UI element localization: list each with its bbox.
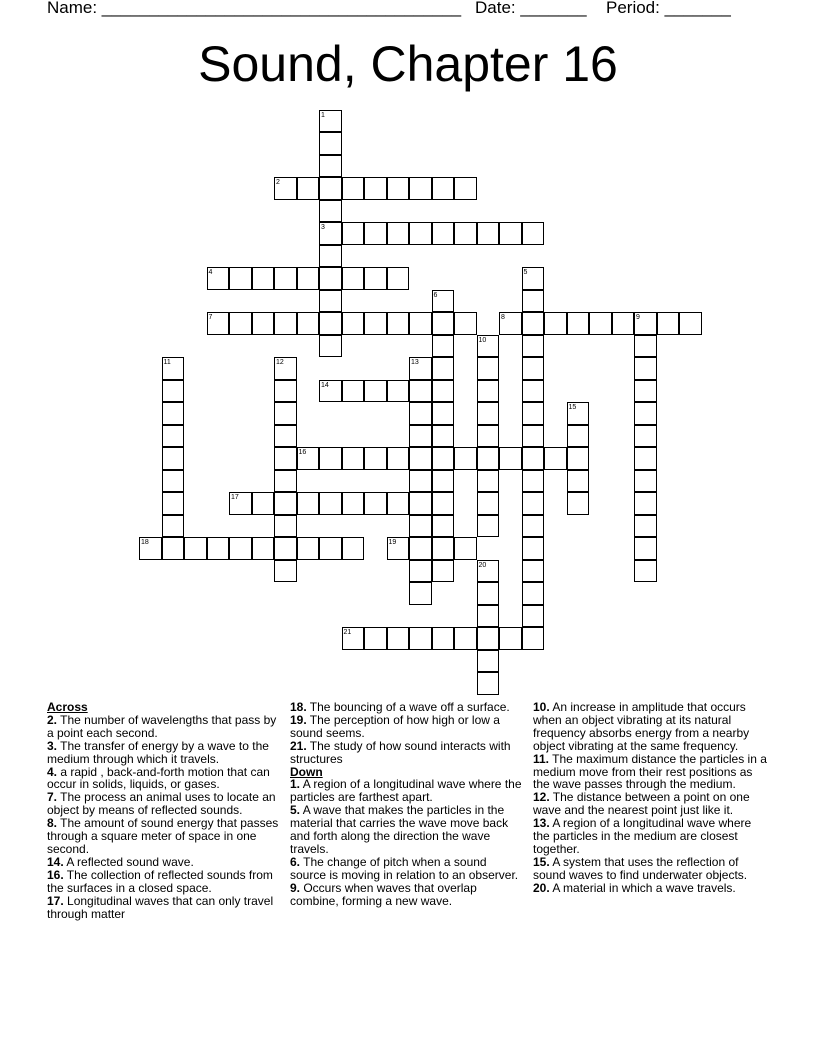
crossword-cell[interactable]	[432, 627, 455, 650]
crossword-cell[interactable]	[409, 537, 432, 560]
crossword-cell[interactable]	[454, 537, 477, 560]
crossword-cell[interactable]	[477, 560, 500, 583]
crossword-cell[interactable]	[207, 312, 230, 335]
crossword-cell[interactable]	[522, 537, 545, 560]
crossword-cell[interactable]	[634, 515, 657, 538]
clue-number: 3	[321, 224, 325, 231]
crossword-cell[interactable]	[454, 447, 477, 470]
crossword-cell[interactable]	[544, 312, 567, 335]
clue-number: 12	[276, 359, 284, 366]
crossword-cell[interactable]	[319, 380, 342, 403]
crossword-cell[interactable]	[387, 267, 410, 290]
crossword-cell[interactable]	[297, 177, 320, 200]
crossword-cell[interactable]	[229, 312, 252, 335]
crossword-cell[interactable]	[409, 447, 432, 470]
crossword-cell[interactable]	[342, 380, 365, 403]
crossword-cell[interactable]	[522, 447, 545, 470]
crossword-cell[interactable]	[364, 267, 387, 290]
across-clue: 8. The amount of sound energy that passes through a square meter of space in one second.	[47, 816, 279, 856]
crossword-cell[interactable]	[477, 672, 500, 695]
crossword-cell[interactable]	[477, 627, 500, 650]
crossword-cell[interactable]	[387, 312, 410, 335]
crossword-cell[interactable]	[634, 312, 657, 335]
crossword-cell[interactable]	[252, 492, 275, 515]
clue-number: 9	[636, 314, 640, 321]
crossword-cell[interactable]	[342, 177, 365, 200]
crossword-cell[interactable]	[567, 402, 590, 425]
crossword-cell[interactable]	[274, 267, 297, 290]
crossword-cell[interactable]	[162, 402, 185, 425]
crossword-cell[interactable]	[454, 222, 477, 245]
crossword-cell[interactable]	[387, 177, 410, 200]
crossword-cell[interactable]	[634, 560, 657, 583]
date-field-label[interactable]: Date: _______	[475, 0, 587, 17]
crossword-cell[interactable]	[409, 222, 432, 245]
crossword-cell[interactable]	[522, 425, 545, 448]
crossword-cell[interactable]	[409, 627, 432, 650]
crossword-cell[interactable]	[477, 470, 500, 493]
crossword-cell[interactable]	[229, 267, 252, 290]
crossword-cell[interactable]	[319, 177, 342, 200]
crossword-cell[interactable]	[162, 537, 185, 560]
crossword-cell[interactable]	[319, 222, 342, 245]
crossword-cell[interactable]	[409, 582, 432, 605]
crossword-cell[interactable]	[634, 425, 657, 448]
crossword-cell[interactable]	[522, 515, 545, 538]
down-heading: Down	[290, 764, 323, 779]
period-field-label[interactable]: Period: _______	[606, 0, 731, 17]
crossword-cell[interactable]	[432, 335, 455, 358]
crossword-cell[interactable]	[184, 537, 207, 560]
across-clue: 16. The collection of reflected sounds from the surfaces in a closed space.	[47, 867, 273, 895]
crossword-cell[interactable]	[612, 312, 635, 335]
crossword-cell[interactable]	[567, 312, 590, 335]
crossword-cell[interactable]	[499, 627, 522, 650]
across-clue: 19. The perception of how high or low a sound seems.	[290, 712, 500, 740]
crossword-cell[interactable]	[274, 425, 297, 448]
crossword-cell[interactable]	[297, 492, 320, 515]
down-clue: 15. A system that uses the reflection of sound waves to find underwater objects.	[533, 854, 748, 882]
crossword-cell[interactable]	[274, 177, 297, 200]
crossword-cell[interactable]	[364, 222, 387, 245]
crossword-cell[interactable]	[634, 470, 657, 493]
across-clue: 3. The transfer of energy by a wave to the medium through which it travels.	[47, 738, 269, 766]
clue-number: 11	[163, 359, 171, 366]
crossword-cell[interactable]	[432, 492, 455, 515]
crossword-cell[interactable]	[274, 312, 297, 335]
clue-number: 1	[321, 111, 325, 119]
page-title: Sound, Chapter 16	[198, 36, 618, 92]
crossword-cell[interactable]	[544, 447, 567, 470]
crossword-cell[interactable]	[499, 447, 522, 470]
crossword-cell[interactable]	[432, 447, 455, 470]
down-clue: 5. A wave that makes the particles in the material that carries the wave move back and forth along the direction the wave travels.	[290, 803, 509, 856]
crossword-cell[interactable]	[274, 470, 297, 493]
crossword-cell[interactable]	[432, 222, 455, 245]
crossword-cell[interactable]	[634, 357, 657, 380]
crossword-cell[interactable]	[274, 380, 297, 403]
crossword-cell[interactable]	[477, 447, 500, 470]
crossword-cell[interactable]	[432, 515, 455, 538]
crossword-cell[interactable]	[432, 312, 455, 335]
crossword-cell[interactable]	[477, 605, 500, 628]
clues-column-2	[290, 701, 522, 908]
crossword-cell[interactable]	[454, 177, 477, 200]
crossword-cell[interactable]	[454, 627, 477, 650]
crossword-cell[interactable]	[274, 515, 297, 538]
crossword-cell[interactable]	[522, 402, 545, 425]
crossword-cell[interactable]	[522, 470, 545, 493]
crossword-cell[interactable]	[567, 470, 590, 493]
crossword-cell[interactable]	[409, 177, 432, 200]
crossword-cell[interactable]	[162, 425, 185, 448]
crossword-cell[interactable]	[319, 447, 342, 470]
crossword-cell[interactable]	[297, 537, 320, 560]
crossword-cell[interactable]	[567, 425, 590, 448]
crossword-cell[interactable]	[522, 357, 545, 380]
crossword-cell[interactable]	[432, 560, 455, 583]
clue-number: 21	[343, 629, 352, 636]
crossword-cell[interactable]	[567, 447, 590, 470]
crossword-cell[interactable]	[319, 200, 342, 223]
crossword-cell[interactable]	[477, 402, 500, 425]
across-clue: 2. The number of wavelengths that pass by a point each second.	[47, 712, 277, 740]
crossword-cell[interactable]	[297, 312, 320, 335]
down-clue: 10. An increase in amplitude that occurs when an object vibrating at its natural frequency absorbs energy from a nearby object vibrating at the same frequency.	[533, 700, 750, 753]
clue-number: 13	[411, 359, 419, 366]
clue-number: 14	[321, 381, 329, 389]
crossword-cell[interactable]	[364, 312, 387, 335]
crossword-cell[interactable]	[634, 402, 657, 425]
across-clue: 17. Longitudinal waves that can only travel through matter	[47, 893, 274, 921]
clue-number: 15	[568, 404, 577, 411]
clue-number: 18	[141, 539, 149, 546]
crossword-cell[interactable]	[319, 245, 342, 268]
crossword-cell[interactable]	[477, 582, 500, 605]
crossword-cell[interactable]	[319, 335, 342, 358]
crossword-cell[interactable]	[477, 515, 500, 538]
crossword-cell[interactable]	[319, 537, 342, 560]
crossword-cell[interactable]	[319, 110, 342, 133]
crossword-cell[interactable]	[274, 492, 297, 515]
crossword-cell[interactable]	[477, 335, 500, 358]
crossword-cell[interactable]	[477, 425, 500, 448]
crossword-cell[interactable]	[589, 312, 612, 335]
crossword-cell[interactable]	[252, 537, 275, 560]
clues-column-1	[47, 701, 285, 920]
crossword-cell[interactable]	[229, 537, 252, 560]
crossword-cell[interactable]	[297, 447, 320, 470]
crossword-cell[interactable]	[342, 312, 365, 335]
crossword-cell[interactable]	[387, 537, 410, 560]
crossword-cell[interactable]	[567, 492, 590, 515]
clues-column-3	[533, 701, 769, 895]
crossword-cell[interactable]	[477, 222, 500, 245]
clue-number: 20	[478, 561, 487, 569]
down-clue: 6. The change of pitch when a sound source is moving in relation to an observer.	[290, 854, 519, 882]
crossword-cell[interactable]	[657, 312, 680, 335]
crossword-cell[interactable]	[409, 425, 432, 448]
crossword-cell[interactable]	[522, 335, 545, 358]
across-clue: 21. The study of how sound interacts with structures	[290, 738, 511, 766]
crossword-cell[interactable]	[634, 380, 657, 403]
crossword-cell[interactable]	[252, 267, 275, 290]
crossword-cell[interactable]	[522, 560, 545, 583]
crossword-cell[interactable]	[274, 447, 297, 470]
crossword-cell[interactable]	[207, 267, 230, 290]
crossword-cell[interactable]	[634, 335, 657, 358]
crossword-cell[interactable]	[274, 560, 297, 583]
clue-number: 17	[231, 494, 239, 501]
across-clue: 14. A reflected sound wave.	[47, 854, 194, 869]
crossword-cell[interactable]	[342, 222, 365, 245]
crossword-cell[interactable]	[319, 492, 342, 515]
crossword-cell[interactable]	[522, 312, 545, 335]
down-clue: 20. A material in which a wave travels.	[533, 880, 736, 895]
crossword-cell[interactable]	[162, 447, 185, 470]
crossword-cell[interactable]	[364, 380, 387, 403]
crossword-cell[interactable]	[522, 627, 545, 650]
crossword-cell[interactable]	[477, 380, 500, 403]
crossword-cell[interactable]	[679, 312, 702, 335]
crossword-cell[interactable]	[499, 222, 522, 245]
crossword-cell[interactable]	[162, 380, 185, 403]
clue-number: 5	[523, 269, 528, 276]
crossword-cell[interactable]	[387, 627, 410, 650]
crossword-cell[interactable]	[319, 155, 342, 178]
down-clue: 1. A region of a longitudinal wave where the particles are farthest apart.	[290, 777, 522, 805]
crossword-cell[interactable]	[432, 177, 455, 200]
crossword-cell[interactable]	[387, 492, 410, 515]
clue-number: 16	[298, 449, 307, 456]
crossword-cell[interactable]	[432, 425, 455, 448]
crossword-cell[interactable]	[319, 312, 342, 335]
crossword-cell[interactable]	[409, 515, 432, 538]
crossword-cell[interactable]	[387, 222, 410, 245]
crossword-cell[interactable]	[522, 222, 545, 245]
clue-number: 7	[208, 314, 213, 321]
crossword-cell[interactable]	[432, 290, 455, 313]
crossword-cell[interactable]	[252, 312, 275, 335]
crossword-cell[interactable]	[409, 402, 432, 425]
clue-number: 10	[478, 336, 487, 344]
crossword-cell[interactable]	[364, 627, 387, 650]
crossword-cell[interactable]	[522, 582, 545, 605]
crossword-cell[interactable]	[432, 380, 455, 403]
clue-number: 6	[433, 291, 438, 299]
crossword-cell[interactable]	[342, 492, 365, 515]
crossword-cell[interactable]	[499, 312, 522, 335]
across-clue: 4. a rapid , back-and-forth motion that can occur in solids, liquids, or gases.	[47, 764, 270, 792]
crossword-cell[interactable]	[342, 267, 365, 290]
clue-number: 8	[501, 314, 505, 321]
down-clue: 13. A region of a longitudinal wave where the particles in the medium are closest together.	[533, 816, 752, 856]
crossword-cell[interactable]	[387, 447, 410, 470]
crossword-cell[interactable]	[162, 515, 185, 538]
crossword-cell[interactable]	[297, 267, 320, 290]
crossword-cell[interactable]	[364, 177, 387, 200]
crossword-cell[interactable]	[477, 492, 500, 515]
crossword-cell[interactable]	[319, 267, 342, 290]
crossword-cell[interactable]	[274, 402, 297, 425]
across-heading: Across	[47, 700, 88, 714]
crossword-cell[interactable]	[432, 357, 455, 380]
crossword-cell[interactable]	[522, 492, 545, 515]
crossword-cell[interactable]	[432, 537, 455, 560]
crossword-cell[interactable]	[274, 357, 297, 380]
crossword-cell[interactable]	[364, 492, 387, 515]
crossword-cell[interactable]	[409, 312, 432, 335]
crossword-cell[interactable]	[229, 492, 252, 515]
crossword-cell[interactable]	[522, 290, 545, 313]
crossword-cell[interactable]	[409, 380, 432, 403]
crossword-cell[interactable]	[634, 537, 657, 560]
down-clue: 9. Occurs when waves that overlap combine, forming a new wave.	[290, 880, 477, 908]
crossword-cell[interactable]	[409, 357, 432, 380]
crossword-cell[interactable]	[139, 537, 162, 560]
crossword-cell[interactable]	[409, 492, 432, 515]
crossword-cell[interactable]	[477, 357, 500, 380]
crossword-cell[interactable]	[522, 267, 545, 290]
crossword-cell[interactable]	[522, 605, 545, 628]
crossword-cell[interactable]	[634, 492, 657, 515]
crossword-cell[interactable]	[454, 312, 477, 335]
crossword-cell[interactable]	[364, 447, 387, 470]
name-field-label[interactable]: Name: ______________________________________	[47, 0, 462, 17]
clue-number: 2	[276, 179, 280, 186]
crossword-cell[interactable]	[162, 492, 185, 515]
crossword-cell[interactable]	[207, 537, 230, 560]
down-clue: 12. The distance between a point on one wave and the nearest point just like it.	[533, 790, 750, 818]
crossword-cell[interactable]	[162, 357, 185, 380]
clue-number: 4	[208, 269, 213, 276]
crossword-cell[interactable]	[319, 290, 342, 313]
crossword-cell[interactable]	[342, 537, 365, 560]
crossword-cell[interactable]	[432, 402, 455, 425]
across-clue: 18. The bouncing of a wave off a surface.	[290, 700, 510, 714]
crossword-cell[interactable]	[634, 447, 657, 470]
crossword-cell[interactable]	[274, 537, 297, 560]
down-clue: 11. The maximum distance the particles in a medium move from their rest positions as the wave passes through the medium.	[533, 751, 767, 792]
crossword-cell[interactable]	[409, 560, 432, 583]
crossword-cell[interactable]	[522, 380, 545, 403]
across-clue: 7. The process an animal uses to locate an object by means of reflected sounds.	[47, 790, 276, 818]
crossword-cell[interactable]	[319, 132, 342, 155]
crossword-cell[interactable]	[162, 470, 185, 493]
crossword-cell[interactable]	[409, 470, 432, 493]
crossword-cell[interactable]	[432, 470, 455, 493]
crossword-cell[interactable]	[387, 380, 410, 403]
crossword-cell[interactable]	[477, 650, 500, 673]
crossword-cell[interactable]	[342, 447, 365, 470]
crossword-cell[interactable]	[342, 627, 365, 650]
clue-number: 19	[388, 539, 397, 546]
